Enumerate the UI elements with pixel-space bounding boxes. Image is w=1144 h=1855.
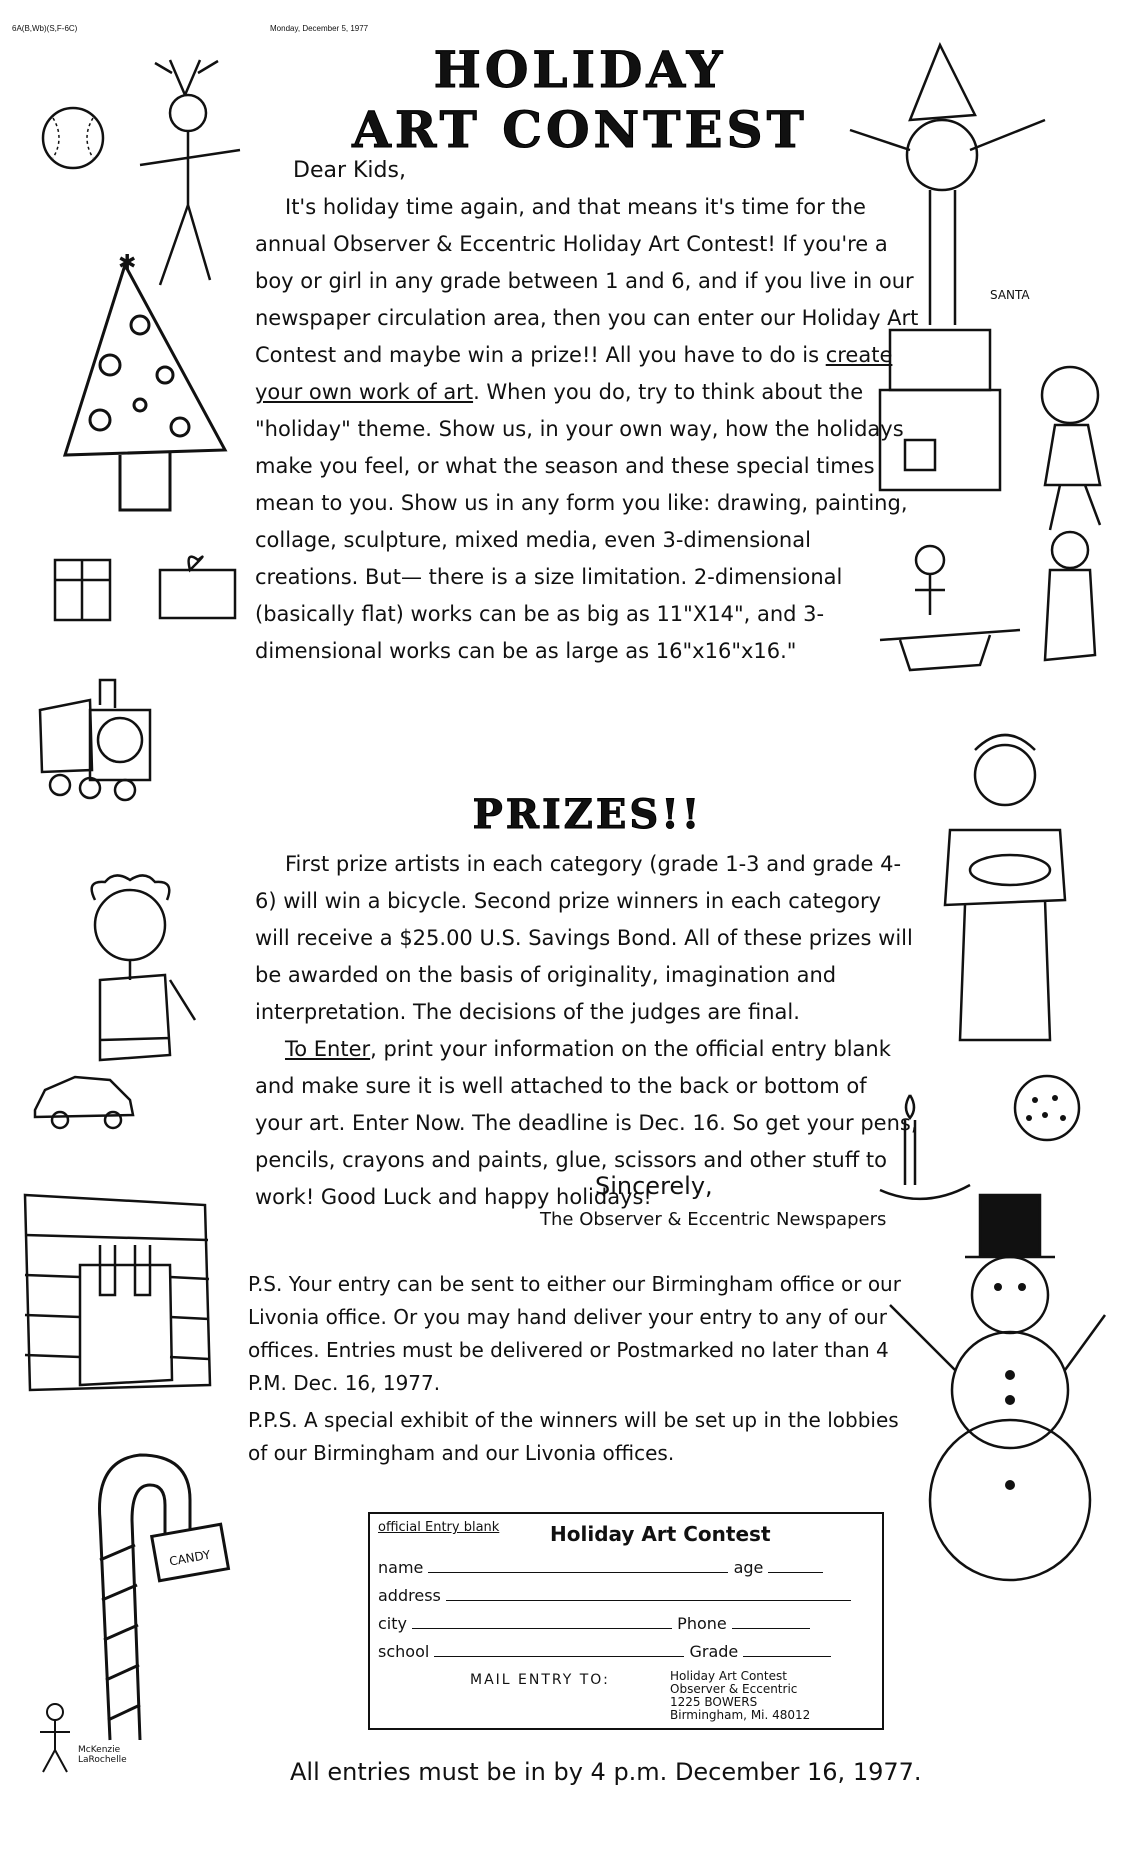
letter-paragraph-1a: It's holiday time again, and that means it's time for the annual Observer & Eccentric Holiday Art Contest! If you're a boy or girl in any grade between 1 and 6, and if you live in our newspaper circulation area, then you can enter our Holiday Art Contest and maybe win a prize!! All you have to do is	[255, 195, 919, 367]
ps-2: P.P.S. A special exhibit of the winners will be set up in the lobbies of our Birmingham and our Livonia offices.	[248, 1408, 899, 1465]
closing	[540, 1168, 920, 1235]
entry-blank-label: official Entry blank	[378, 1520, 500, 1535]
title-line-2: ART CONTEST	[352, 100, 808, 159]
postscript	[248, 1268, 908, 1470]
cookie-drawing	[1005, 1070, 1095, 1150]
phone-field[interactable]	[732, 1614, 810, 1629]
candle-drawing	[880, 1090, 980, 1210]
address-row	[378, 1586, 872, 1605]
presents-drawing	[50, 550, 250, 630]
prizes-paragraph: First prize artists in each category (grade 1-3 and grade 4-6) will win a bicycle. Second prize winners in each category will receive a $25.00 U.S. Savings Bond. All of these prizes will be awarded on the basis of originality, imagination and interpretation. The decisions of the judges are final.	[255, 852, 913, 1024]
signature: The Observer & Eccentric Newspapers	[540, 1209, 887, 1230]
car-drawing	[25, 1065, 145, 1135]
name-field[interactable]	[428, 1558, 728, 1573]
enter-paragraph: , print your information on the official entry blank and make sure it is well attached to the back or bottom of your art. Enter Now. The deadline is Dec. 16. So get your pens, pencils, crayons and paints, glue, scissors and other stuff to work! Good Luck and happy holidays!	[255, 1037, 918, 1209]
school-row	[378, 1642, 872, 1661]
train-drawing	[30, 650, 170, 810]
candy-box-label: CANDY	[168, 1547, 212, 1569]
chimney-house-drawing	[880, 320, 1010, 500]
grade-field[interactable]	[743, 1642, 831, 1657]
mail-address-line-2: Observer & Eccentric	[670, 1682, 798, 1696]
salutation: Dear Kids,	[293, 158, 406, 183]
entry-blank-title: Holiday Art Contest	[550, 1522, 771, 1546]
christmas-tree-drawing	[40, 251, 240, 525]
girl-drawing	[55, 870, 205, 1080]
city-label: city	[378, 1614, 407, 1633]
letter-paragraph-1b: . When you do, try to think about the "holiday" theme. Show us, in your own way, how the holidays make you feel, or what the season and these special times mean to you. Show us in any form you like: drawing, painting, collage, sculpture, mixed media, even 3-dimensional creations. But— there is a size limitation. 2-dimensional (basically flat) works can be as big as 11"X14", and 3-dimensional works can be as large as 16"x16"x16."	[255, 380, 908, 663]
santa-label: SANTA	[990, 288, 1030, 302]
entry-blank	[368, 1512, 884, 1730]
artist-signature: McKenzie LaRochelle	[78, 1745, 127, 1765]
clown-figure-drawing	[830, 35, 1060, 285]
city-field[interactable]	[412, 1614, 672, 1629]
baseball-drawing	[35, 100, 115, 180]
school-label: school	[378, 1642, 430, 1661]
address-field[interactable]	[446, 1586, 851, 1601]
age-field[interactable]	[768, 1558, 823, 1573]
mail-address-line-4: Birmingham, Mi. 48012	[670, 1708, 811, 1722]
age-label: age	[733, 1558, 764, 1577]
grade-label: Grade	[689, 1642, 739, 1661]
svg-text:✱: ✱	[118, 251, 137, 276]
title-line-1: HOLIDAY	[433, 40, 727, 99]
mail-address-line-3: 1225 BOWERS	[670, 1695, 758, 1709]
city-row	[378, 1614, 872, 1633]
school-field[interactable]	[434, 1642, 684, 1657]
sledding-kids-drawing	[880, 520, 1120, 680]
page-date: Monday, December 5, 1977	[270, 24, 369, 33]
letter-body	[255, 152, 920, 670]
phone-label: Phone	[677, 1614, 727, 1633]
deadline-footer: All entries must be in by 4 p.m. December 16, 1977.	[290, 1758, 922, 1786]
lady-with-pie-drawing	[920, 720, 1080, 1060]
snowman-drawing	[880, 1195, 1110, 1555]
prizes-section	[255, 790, 920, 1216]
prizes-heading: PRIZES!!	[472, 791, 703, 838]
name-row	[378, 1558, 872, 1577]
mail-address	[670, 1670, 872, 1722]
rag-doll-drawing	[1020, 355, 1130, 535]
create-art-underlined: create your own work of art	[255, 343, 893, 404]
sincerely: Sincerely,	[595, 1172, 713, 1200]
page-slug: 6A(B,Wb)(S,F-6C)	[12, 24, 78, 33]
fireplace-drawing	[20, 1185, 220, 1395]
mail-entry-label: MAIL ENTRY TO:	[470, 1672, 610, 1688]
name-label: name	[378, 1558, 424, 1577]
small-stick-figure-drawing	[35, 1700, 75, 1780]
mail-address-line-1: Holiday Art Contest	[670, 1669, 787, 1683]
to-enter-underlined: To Enter	[285, 1037, 371, 1061]
address-label: address	[378, 1586, 441, 1605]
ps-1: P.S. Your entry can be sent to either our Birmingham office or our Livonia office. Or you may hand deliver your entry to any of our offices. Entries must be delivered or Postmarked no later than 4 P.M. Dec. 16, 1977.	[248, 1272, 901, 1395]
